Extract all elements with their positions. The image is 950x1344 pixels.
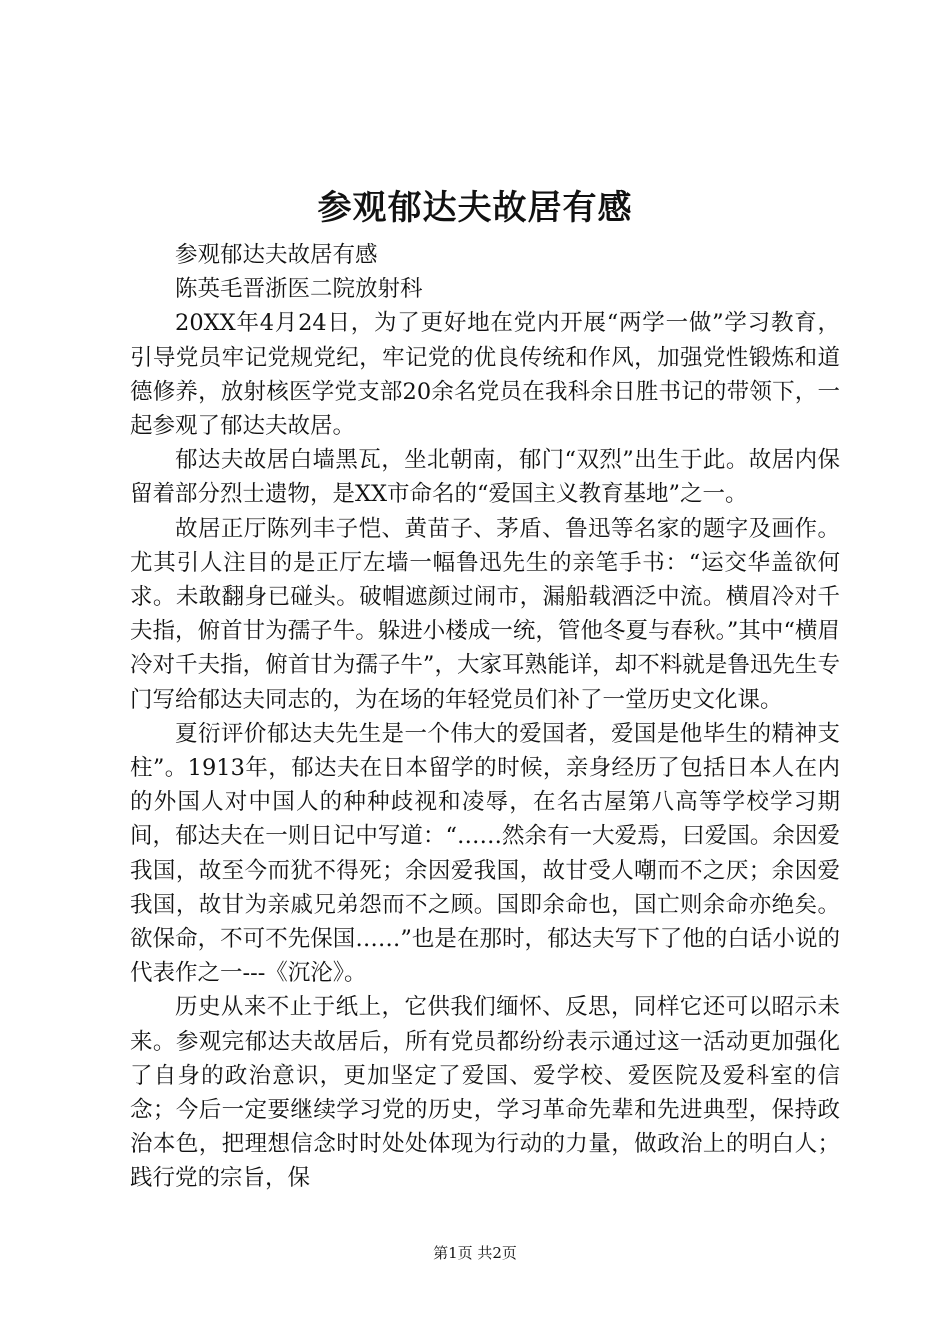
paragraph: 20XX年4月24日，为了更好地在党内开展“两学一做”学习教育，引导党员牢记党规党纪，牢记党的优良传统和作风，加强党性锻炼和道德修养，放射核医学党支部20余名党员在我科余日胜书记的带领下，一起参观了郁达夫故居。	[130, 310, 840, 440]
document-body	[130, 238, 840, 1196]
paragraph: 夏衍评价郁达夫先生是一个伟大的爱国者，爱国是他毕生的精神支柱”。1913年，郁达夫在日本留学的时候，亲身经历了包括日本人在内的外国人对中国人的种种歧视和凌辱，在名古屋第八高等学校学习期间，郁达夫在一则日记中写道：“……然余有一大爱焉，曰爱国。余因爱我国，故至今而犹不得死；余因爱我国，故甘受人嘲而不之厌；余因爱我国，故甘为亲戚兄弟怨而不之顾。国即余命也，国亡则余命亦绝矣。欲保命，不可不先保国……”也是在那时，郁达夫写下了他的白话小说的代表作之一---《沉沦》。	[130, 720, 840, 987]
paragraph: 故居正厅陈列丰子恺、黄苗子、茅盾、鲁迅等名家的题字及画作。尤其引人注目的是正厅左墙一幅鲁迅先生的亲笔手书：“运交华盖欲何求。未敢翻身已碰头。破帽遮颜过闹市，漏船载酒泛中流。横眉冷对千夫指，俯首甘为孺子牛。躲进小楼成一统，管他冬夏与春秋。”其中“横眉冷对千夫指，俯首甘为孺子牛”，大家耳熟能详，却不料就是鲁迅先生专门写给郁达夫同志的，为在场的年轻党员们补了一堂历史文化课。	[130, 515, 840, 713]
page-footer: 第1页 共2页	[433, 1244, 517, 1262]
page-title: 参观郁达夫故居有感	[317, 188, 633, 228]
paragraph: 历史从来不止于纸上，它供我们缅怀、反思，同样它还可以昭示未来。参观完郁达夫故居后，所有党员都纷纷表示通过这一活动更加强化了自身的政治意识，更加坚定了爱国、爱学校、爱医院及爱科室的信念；今后一定要继续学习党的历史，学习革命先辈和先进典型，保持政治本色，把理想信念时时处处体现为行动的力量，做政治上的明白人；践行党的宗旨，保	[130, 994, 840, 1192]
paragraph-author: 陈英毛晋浙医二院放射科	[175, 276, 423, 303]
paragraph: 郁达夫故居白墙黑瓦，坐北朝南，郁门“双烈”出生于此。故居内保留着部分烈士遗物，是XX市命名的“爱国主义教育基地”之一。	[130, 447, 840, 508]
paragraph-subtitle: 参观郁达夫故居有感	[175, 242, 378, 268]
